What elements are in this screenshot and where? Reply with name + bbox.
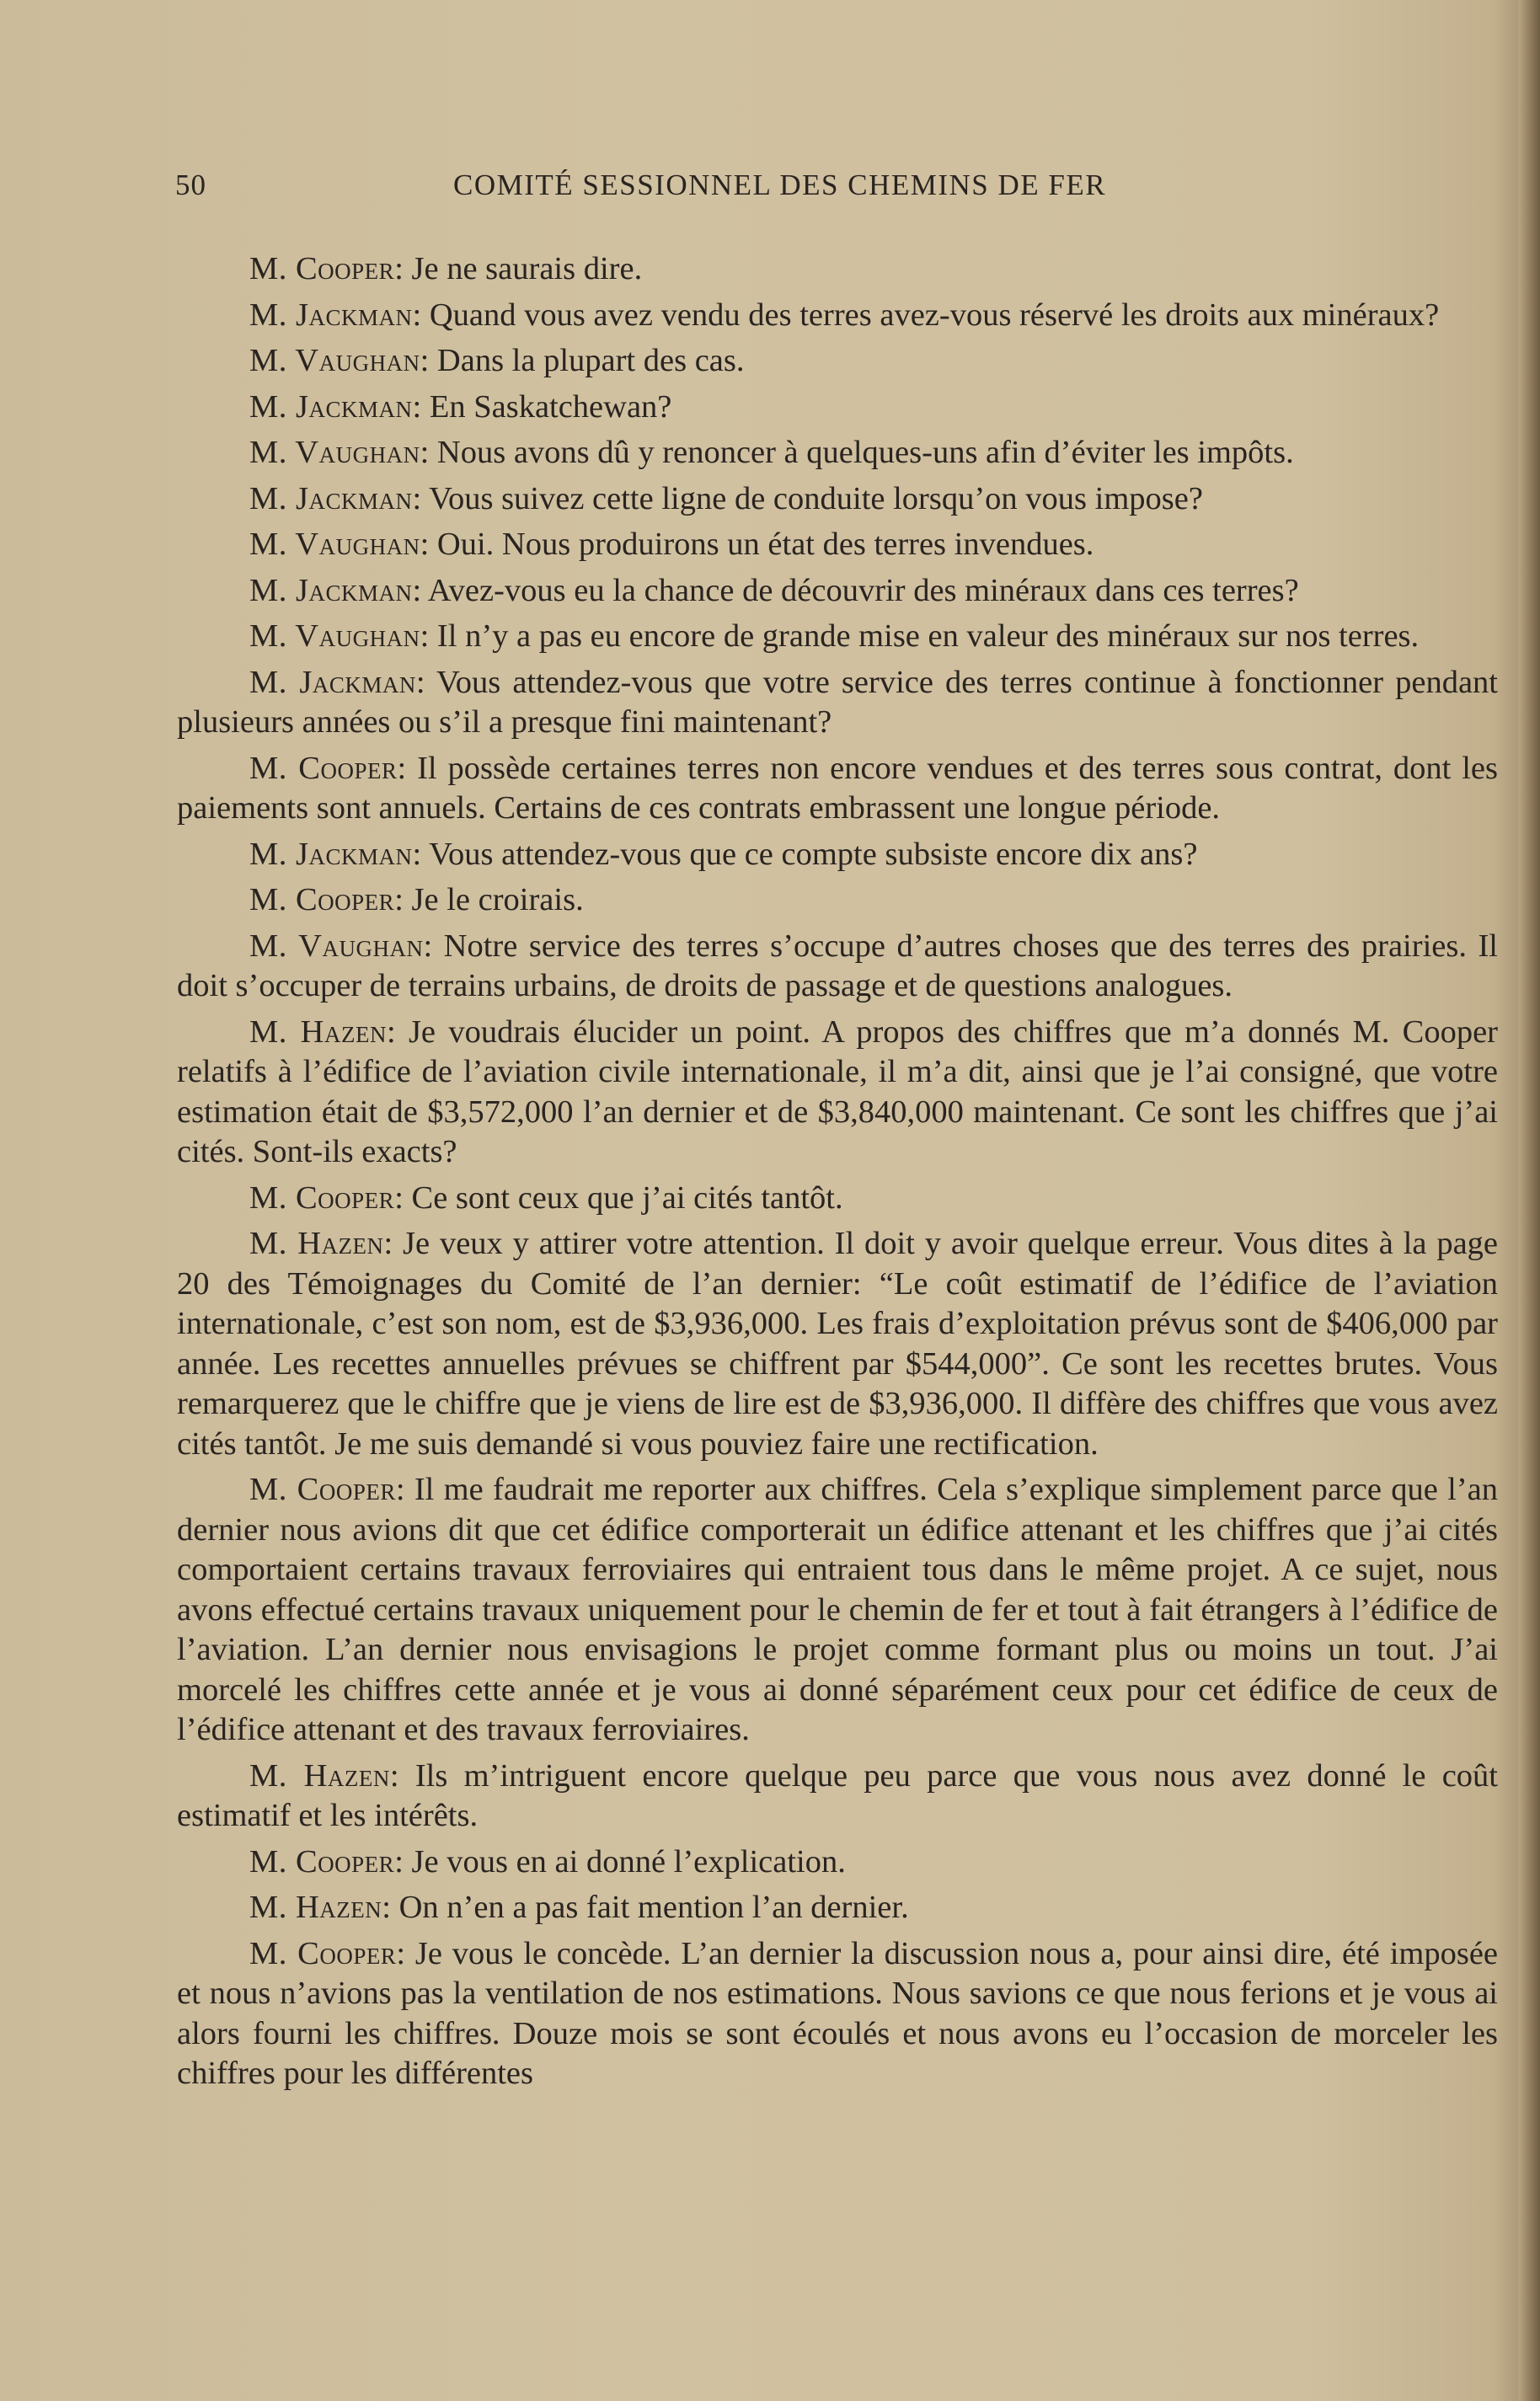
speech-text: Ils m’intriguent encore quelque peu parce que vous nous avez donné le coût estimatif et les intérêts. bbox=[177, 1757, 1498, 1833]
speech-text: Avez-vous eu la chance de découvrir des minéraux dans ces terres? bbox=[427, 572, 1299, 608]
page-number: 50 bbox=[175, 168, 206, 201]
speech-text: Quand vous avez vendu des terres avez-vous réservé les droits aux minéraux? bbox=[429, 297, 1440, 333]
page-header bbox=[175, 168, 1498, 211]
speech-text: Je vous le concède. L’an dernier la discussion nous a, pour ainsi dire, été imposée et nous n’avions pas la ventilation de nos estimations. Nous savions ce que nous ferions et je vous ai alors fourni les chiffres. Douze mois se sont écoulés et nous avons eu l’occasion de morceler les chiffres pour les différentes bbox=[177, 1935, 1498, 2091]
transcript-paragraph: M. Hazen: Ils m’intriguent encore quelque peu parce que vous nous avez donné le coût estimatif et les intérêts. bbox=[177, 1757, 1498, 1833]
speaker-name: M. Vaughan bbox=[249, 928, 424, 964]
speaker-name: M. Cooper bbox=[249, 1935, 397, 1971]
transcript-paragraph: M. Jackman: Avez-vous eu la chance de découvrir des minéraux dans ces terres? bbox=[249, 572, 1299, 608]
transcript-paragraph: M. Jackman: Quand vous avez vendu des terres avez-vous réservé les droits aux minéraux? bbox=[249, 297, 1440, 333]
transcript-paragraph: M. Jackman: Vous attendez-vous que ce compte subsiste encore dix ans? bbox=[249, 836, 1198, 872]
speaker-name: M. Cooper bbox=[249, 251, 395, 286]
speech-text: Je le croirais. bbox=[411, 882, 584, 917]
speaker-name: M. Jackman bbox=[249, 388, 413, 425]
speech-text: Vous attendez-vous que votre service des terres continue à fonctionner pendant plusieurs années ou s’il a presque fini maintenant? bbox=[177, 664, 1498, 740]
speaker-name: M. Cooper bbox=[249, 1472, 396, 1507]
speaker-name: M. Cooper bbox=[249, 750, 398, 786]
speech-text: Il n’y a pas eu encore de grande mise en valeur des minéraux sur nos terres. bbox=[436, 618, 1420, 654]
running-title: COMITÉ SESSIONNEL DES CHEMINS DE FER bbox=[453, 168, 1107, 201]
speech-text: Il possède certaines terres non encore vendues et des terres sous contrat, dont les paiements sont annuels. Certains de ces contrats embrassent une longue période. bbox=[177, 750, 1498, 826]
speech-text: Je veux y attirer votre attention. Il doit y avoir quelque erreur. Vous dites à la page 20 des Témoignages du Comité de l’an dernier: “Le coût estimatif de l’édifice de l’aviation internationale, c’est son nom, est de $3,936,000. Les frais d’exploitation prévus sont de $406,000 par année. Les recettes annuelles prévues se chiffrent par $544,000”. Ce sont les recettes brutes. Vous remarquerez que le chiffre que je viens de lire est de $3,936,000. Il diffère des chiffres que vous avez cités tantôt. Je me suis demandé si vous pouviez faire une rectification. bbox=[177, 1226, 1498, 1462]
speaker-name: M. Hazen bbox=[249, 1013, 387, 1050]
transcript-paragraph: M. Jackman: Vous suivez cette ligne de conduite lorsqu’on vous impose? bbox=[249, 480, 1203, 516]
speech-text: Ce sont ceux que j’ai cités tantôt. bbox=[411, 1179, 843, 1216]
speaker-name: M. Hazen bbox=[249, 1890, 382, 1925]
transcript-paragraph: M. Cooper: Il possède certaines terres non encore vendues et des terres sous contrat, dont les paiements sont annuels. Certains de ces contrats embrassent une longue période. bbox=[177, 750, 1498, 826]
speaker-name: M. Jackman bbox=[249, 836, 413, 872]
speech-text: Je vous en ai donné l’explication. bbox=[411, 1843, 846, 1880]
speech-text: Notre service des terres s’occupe d’autres choses que des terres des prairies. Il doit s’occuper de terrains urbains, de droits de passage et de questions analogues. bbox=[177, 928, 1498, 1003]
transcript-paragraph: M. Vaughan: Oui. Nous produirons un état des terres invendues. bbox=[249, 527, 1094, 562]
transcript-paragraph: M. Cooper: Je vous le concède. L’an dernier la discussion nous a, pour ainsi dire, été imposée et nous n’avions pas la ventilation de nos estimations. Nous savions ce que nous ferions et je vous ai alors fourni les chiffres. Douze mois se sont écoulés et nous avons eu l’occasion de morceler les chiffres pour les différentes bbox=[177, 1935, 1498, 2091]
speech-text: En Saskatchewan? bbox=[429, 388, 672, 425]
transcript-paragraph: M. Jackman: Vous attendez-vous que votre service des terres continue à fonctionner pendant plusieurs années ou s’il a presque fini maintenant? bbox=[177, 664, 1498, 740]
speaker-name: M. Vaughan bbox=[249, 527, 420, 562]
speaker-name: M. Vaughan bbox=[249, 435, 420, 470]
speaker-name: M. Jackman bbox=[249, 664, 416, 700]
speaker-name: M. Hazen bbox=[249, 1226, 384, 1261]
speech-text: Vous suivez cette ligne de conduite lorsqu’on vous impose? bbox=[429, 480, 1203, 516]
transcript-paragraph: M. Hazen: On n’en a pas fait mention l’an dernier. bbox=[249, 1890, 909, 1925]
speaker-name: M. Cooper bbox=[249, 1843, 395, 1880]
speaker-name: M. Vaughan bbox=[249, 343, 420, 378]
speaker-name: M. Vaughan bbox=[249, 618, 420, 654]
transcript-paragraph: M. Hazen: Je veux y attirer votre attention. Il doit y avoir quelque erreur. Vous dites à la page 20 des Témoignages du Comité de l’an dernier: “Le coût estimatif de l’édifice de l’aviation internationale, c’est son nom, est de $3,936,000. Les frais d’exploitation prévus sont de $406,000 par année. Les recettes annuelles prévues se chiffrent par $544,000”. Ce sont les recettes brutes. Vous remarquerez que le chiffre que je viens de lire est de $3,936,000. Il diffère des chiffres que vous avez cités tantôt. Je me suis demandé si vous pouviez faire une rectification. bbox=[177, 1226, 1498, 1462]
speech-text: On n’en a pas fait mention l’an dernier. bbox=[398, 1890, 909, 1925]
speaker-name: M. Cooper bbox=[249, 1179, 395, 1216]
speaker-name: M. Hazen bbox=[249, 1757, 390, 1794]
transcript-paragraph: M. Cooper: Je le croirais. bbox=[249, 882, 584, 917]
speaker-name: M. Cooper bbox=[249, 882, 395, 917]
speaker-name: M. Jackman bbox=[249, 297, 413, 333]
transcript-paragraph: M. Jackman: En Saskatchewan? bbox=[249, 388, 672, 425]
speech-text: Oui. Nous produirons un état des terres invendues. bbox=[436, 527, 1094, 562]
speech-text: Dans la plupart des cas. bbox=[436, 343, 745, 378]
transcript-paragraph: M. Vaughan: Il n’y a pas eu encore de grande mise en valeur des minéraux sur nos terres. bbox=[249, 618, 1420, 654]
speech-text: Nous avons dû y renoncer à quelques-uns afin d’éviter les impôts. bbox=[436, 435, 1294, 470]
transcript-paragraph: M. Cooper: Ce sont ceux que j’ai cités tantôt. bbox=[249, 1179, 843, 1216]
speaker-name: M. Jackman bbox=[249, 572, 413, 608]
transcript-paragraph: M. Cooper: Il me faudrait me reporter aux chiffres. Cela s’explique simplement parce que l’an dernier nous avions dit que cet édifice comporterait un édifice attenant et les chiffres que j’ai cités comportaient certains travaux ferroviaires qui entraient tous dans le même projet. A ce sujet, nous avons effectué certains travaux uniquement pour le chemin de fer et tout à fait étrangers à l’édifice de l’aviation. L’an dernier nous envisagions le projet comme formant plus ou moins un tout. J’ai morcelé les chiffres cette année et je vous ai donné séparément ceux pour cet édifice de ceux de l’édifice attenant et des travaux ferroviaires. bbox=[177, 1472, 1498, 1747]
transcript-body bbox=[177, 249, 1498, 2100]
speech-text: Je ne saurais dire. bbox=[411, 251, 643, 286]
speech-text: Je voudrais élucider un point. A propos des chiffres que m’a donnés M. Cooper relatifs à l’édifice de l’aviation civile internationale, il m’a dit, ainsi que je l’ai consigné, que votre estimation était de $3,572,000 l’an dernier et de $3,840,000 maintenant. Ce sont les chiffres que j’ai cités. Sont-ils exacts? bbox=[177, 1013, 1498, 1169]
speech-text: Il me faudrait me reporter aux chiffres. Cela s’explique simplement parce que l’an dernier nous avions dit que cet édifice comporterait un édifice attenant et les chiffres que j’ai cités comportaient certains travaux ferroviaires qui entraient tous dans le même projet. A ce sujet, nous avons effectué certains travaux uniquement pour le chemin de fer et tout à fait étrangers à l’édifice de l’aviation. L’an dernier nous envisagions le projet comme formant plus ou moins un tout. J’ai morcelé les chiffres cette année et je vous ai donné séparément ceux pour cet édifice de ceux de l’édifice attenant et des travaux ferroviaires. bbox=[177, 1472, 1498, 1747]
transcript-paragraph: M. Hazen: Je voudrais élucider un point. A propos des chiffres que m’a donnés M. Cooper relatifs à l’édifice de l’aviation civile internationale, il m’a dit, ainsi que je l’ai consigné, que votre estimation était de $3,572,000 l’an dernier et de $3,840,000 maintenant. Ce sont les chiffres que j’ai cités. Sont-ils exacts? bbox=[177, 1013, 1498, 1169]
page-binding-edge bbox=[1518, 0, 1540, 2401]
speech-text: Vous attendez-vous que ce compte subsiste encore dix ans? bbox=[429, 836, 1198, 872]
transcript-paragraph: M. Cooper: Je vous en ai donné l’explication. bbox=[249, 1843, 846, 1880]
transcript-paragraph: M. Vaughan: Dans la plupart des cas. bbox=[249, 343, 745, 378]
transcript-paragraph: M. Vaughan: Nous avons dû y renoncer à quelques-uns afin d’éviter les impôts. bbox=[249, 435, 1294, 470]
transcript-paragraph: M. Vaughan: Notre service des terres s’occupe d’autres choses que des terres des prairies. Il doit s’occuper de terrains urbains, de droits de passage et de questions analogues. bbox=[177, 928, 1498, 1003]
transcript-paragraph: M. Cooper: Je ne saurais dire. bbox=[249, 251, 643, 286]
speaker-name: M. Jackman bbox=[249, 480, 413, 516]
